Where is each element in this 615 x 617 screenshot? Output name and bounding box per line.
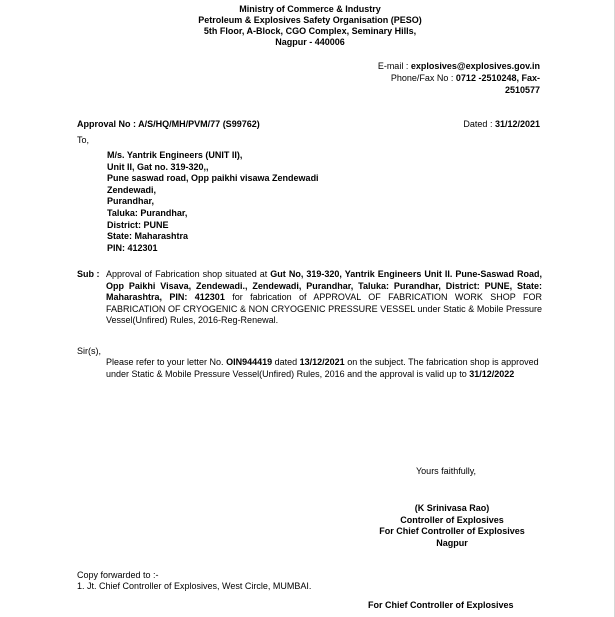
letterhead [160,4,460,48]
fax-number: 2510577 [504,85,540,95]
subject-detail: for fabrication of APPROVAL OF FABRICATION WORK SHOP FOR FABRICATION OF CRYOGENIC & NON CRYOGENIC PRESSURE VESSEL under Static & Mobile Pressure Vessel(Unfired) Rules, 2016-Reg-Renewal. [106,292,543,325]
to-label: To, [77,135,90,145]
signatory-place: Nagpur [436,537,468,548]
body-paragraph [106,357,542,380]
address-line: State: Maharashtra [107,231,189,242]
subject-label: Sub : [77,269,100,279]
subject-text [106,269,542,327]
signatory-title: Controller of Explosives [400,514,504,525]
address-line: PIN: 412301 [107,242,158,253]
address-line: M/s. Yantrik Engineers (UNIT II), [107,150,243,160]
signatory-office: For Chief Controller of Explosives [379,526,525,536]
body-text: Please refer to your letter No. [106,357,227,367]
closing: Yours faithfully, [416,466,477,476]
phone-label: Phone/Fax No : [390,73,456,83]
recipient-address [107,150,319,254]
body-text: on the subject. The fabrication shop is approved under Static & Mobile Pressure Vessel(Unfired) Rules, 2016 and the approval is valid up to [106,357,539,379]
phone-line [320,72,540,84]
approval-number-line [77,119,260,130]
copy-forwarded-label: Copy forwarded to :- [77,570,159,580]
footer-signature: For Chief Controller of Explosives [368,600,514,610]
contact-block [320,60,540,96]
organisation-name: Petroleum & Explosives Safety Organisation (PESO) [198,15,422,25]
subject-intro: Approval of Fabrication shop situated at [106,269,271,279]
date-line [463,119,540,130]
valid-upto-date: 31/12/2022 [469,368,515,379]
approval-label: Approval No : [77,119,139,129]
address-line: Pune saswad road, Opp paikhi visawa Zendewadi [107,173,319,184]
email-address: explosives@explosives.gov.in [410,61,540,71]
address-line: Zendewadi, [107,184,157,195]
body-text: dated [272,357,300,367]
approval-number: A/S/HQ/MH/PVM/77 (S99762) [138,119,260,129]
copy-recipient: 1. Jt. Chief Controller of Explosives, West Circle, MUMBAI. [77,581,312,591]
email-label: E-mail : [377,61,411,71]
phone-number: 0712 -2510248, Fax- [455,73,540,83]
address-line: Purandhar, [107,196,155,207]
address-line: Taluka: Purandhar, [107,207,188,218]
office-address: 5th Floor, A-Block, CGO Complex, Seminary Hills, [203,26,417,36]
approval-date: 31/12/2021 [494,119,540,129]
date-label: Dated : [463,119,495,129]
letter-date: 13/12/2021 [299,357,345,367]
office-city: Nagpur - 440006 [275,37,345,47]
salutation: Sir(s), [77,346,101,356]
address-line: District: PUNE [107,219,169,230]
signatory-name: (K Srinivasa Rao) [414,503,490,513]
address-line: Unit II, Gat no. 319-320,, [107,161,209,172]
ministry-name: Ministry of Commerce & Industry [239,4,381,14]
signature-block [362,503,542,549]
subject-site: Gut No, 319-320, Yantrik Engineers Unit II. Pune-Saswad Road, Opp Paikhi Visava, Zendewadi., Zendewadi, Purandhar, Taluka: Purandhar, District: PUNE, State: Maharashtra, PIN: 412301 [106,269,542,302]
email-line [320,60,540,72]
letter-number: OIN944419 [226,357,273,367]
